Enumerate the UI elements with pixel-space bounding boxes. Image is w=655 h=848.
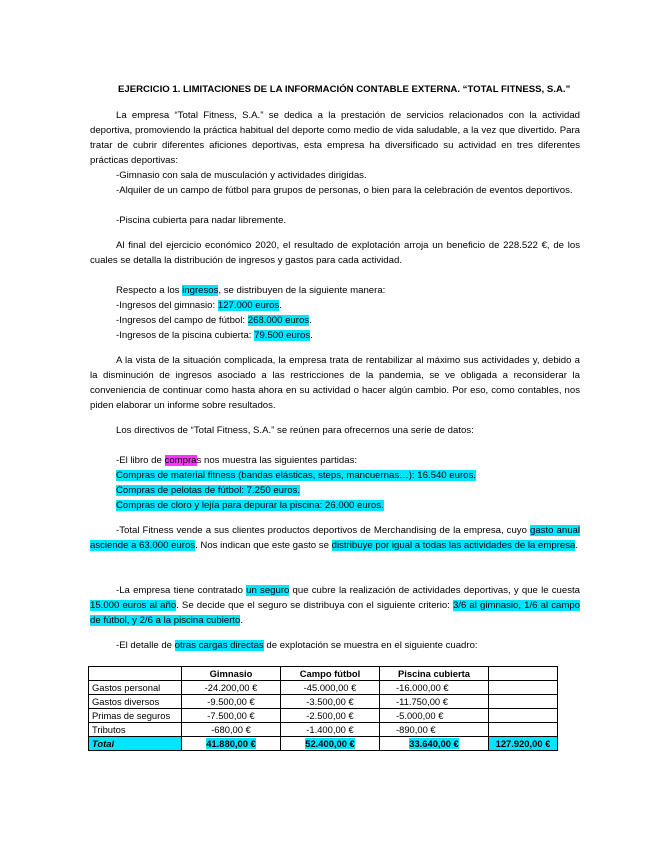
- highlight: gasto anual asciende a 63.000 euros: [90, 525, 581, 551]
- highlight: 79.500 euros: [254, 330, 311, 341]
- row-label: Tributos: [89, 723, 182, 737]
- table-cell: -16.000,00 €: [380, 681, 489, 695]
- table-row: [89, 723, 558, 737]
- ingresos-intro: Respecto a los ingresos, se distribuyen de la siguiente manera:: [116, 285, 386, 296]
- table-cell: -890,00 €: [380, 723, 489, 737]
- compra-item: [116, 468, 586, 483]
- table-header-row: [89, 667, 558, 681]
- table-cell-empty: [489, 709, 558, 723]
- table-header: Gimnasio: [182, 667, 281, 681]
- table-header: Campo fútbol: [281, 667, 380, 681]
- table-total-row: [89, 737, 558, 751]
- intro-paragraph: La empresa “Total Fitness, S.A.” se dedica a la prestación de servicios relacionados con la actividad deportiva, promoviendo la práctica habitual del deporte como medio de vida saludable, a la vez que divertido. Para tratar de cubrir diferentes aficiones deportivas, esta empresa ha diversificado su actividad en tres diferentes prácticas deportivas:: [90, 110, 580, 166]
- situation-paragraph: A la vista de la situación complicada, la empresa trata de rentabilizar al máximo sus actividades y, debido a la disminución de ingresos asociado a las restricciones de la pandemia, se ve obligada a reconsiderar la conveniencia de continuar como hasta ahora en su actividad o hacer algún cambio. Por eso, como contables, nos piden elaborar un informe sobre resultados.: [90, 355, 580, 411]
- table-header: Piscina cubierta: [380, 667, 489, 681]
- table-cell: -24.200,00 €: [182, 681, 281, 695]
- highlight: ingresos: [182, 285, 219, 296]
- table-corner: [89, 667, 182, 681]
- table-row: [89, 681, 558, 695]
- total-label: Total: [89, 737, 182, 751]
- activity-item: -Alquiler de un campo de fútbol para grupos de personas, o bien para la celebración de eventos deportivos.: [116, 185, 573, 196]
- activity-item: -Piscina cubierta para nadar libremente.: [116, 215, 287, 226]
- highlight: 15.000 euros al año: [90, 600, 177, 611]
- directivos-paragraph: Los directivos de “Total Fitness, S.A.” se reúnen para ofrecernos una serie de datos:: [116, 425, 474, 436]
- row-label: Primas de seguros: [89, 709, 182, 723]
- highlight: 3/6 al gimnasio, 1/6 al campo de fútbol, y 2/6 a la piscina cubierto: [90, 600, 580, 626]
- table-cell: -9.500,00 €: [182, 695, 281, 709]
- total-cell: 52.400,00 €: [281, 737, 380, 751]
- cargas-table: [88, 666, 558, 751]
- table-cell: -680,00 €: [182, 723, 281, 737]
- exercise-title: EJERCICIO 1. LIMITACIONES DE LA INFORMACIÓN CONTABLE EXTERNA. “TOTAL FITNESS, S.A.”: [118, 84, 571, 95]
- merch-paragraph: -Total Fitness vende a sus clientes productos deportivos de Merchandising de la empresa, cuyo gasto anual asciende a 63.000 euros. Nos indican que este gasto se distribuye por igual a todas las actividades de la empresa.: [90, 525, 581, 551]
- total-cell: 41.880,00 €: [182, 737, 281, 751]
- seguro-paragraph: -La empresa tiene contratado un seguro que cubre la realización de actividades deportivas, y que le cuesta 15.000 euros al año. Se decide que el seguro se distribuya con el siguiente criterio: 3/6 al gimnasio, 1/6 al campo de fútbol, y 2/6 a la piscina cubierto.: [90, 585, 581, 626]
- table-cell-empty: [489, 695, 558, 709]
- grand-total-cell: 127.920,00 €: [489, 737, 558, 751]
- table-cell: -1.400,00 €: [281, 723, 380, 737]
- table-cell: -5.000,00 €: [380, 709, 489, 723]
- ingreso-item: -Ingresos de la piscina cubierta: 79.500 euros.: [116, 330, 313, 341]
- highlight: 127.000 euros: [217, 300, 280, 311]
- highlight: Compras de material fitness (bandas elásticas, steps, mancuernas…): 16.540 euros.: [116, 470, 476, 481]
- highlight: un seguro: [246, 585, 290, 596]
- table-header-empty: [489, 667, 558, 681]
- highlight: Compras de cloro y lejía para depurar la piscina: 26.000 euros.: [116, 500, 384, 511]
- row-label: Gastos diversos: [89, 695, 182, 709]
- highlight: otras cargas directas: [174, 640, 264, 651]
- result-paragraph: Al final del ejercicio económico 2020, el resultado de explotación arroja un beneficio de 228.522 €, de los cuales se detalla la distribución de ingresos y gastos para cada actividad.: [90, 240, 580, 266]
- highlight: distribuye por igual a todas las actividades de la empresa: [331, 540, 576, 551]
- total-cell: 33.640,00 €: [380, 737, 489, 751]
- table-row: [89, 695, 558, 709]
- table-cell: -45.000,00 €: [281, 681, 380, 695]
- table-cell-empty: [489, 723, 558, 737]
- compras-intro: -El libro de compras nos muestra las siguientes partidas:: [116, 455, 358, 466]
- compra-item: [116, 483, 586, 498]
- highlight: Compras de pelotas de fútbol: 7.250 euros.: [116, 485, 300, 496]
- compra-item: [116, 498, 586, 513]
- activity-item: -Gimnasio con sala de musculación y actividades dirigidas.: [116, 170, 367, 181]
- table-cell: -11.750,00 €: [380, 695, 489, 709]
- ingreso-item: -Ingresos del gimnasio: 127.000 euros.: [116, 300, 282, 311]
- cargas-paragraph: -El detalle de otras cargas directas de explotación se muestra en el siguiente cuadro:: [116, 640, 478, 651]
- table-row: [89, 709, 558, 723]
- row-label: Gastos personal: [89, 681, 182, 695]
- table-cell: -2.500,00 €: [281, 709, 380, 723]
- table-cell: -7.500,00 €: [182, 709, 281, 723]
- highlight: 268.000 euros: [247, 315, 310, 326]
- ingreso-item: -Ingresos del campo de fútbol: 268.000 euros.: [116, 315, 312, 326]
- table-cell: -3.500,00 €: [281, 695, 380, 709]
- highlight-magenta: compra: [164, 455, 197, 466]
- table-cell-empty: [489, 681, 558, 695]
